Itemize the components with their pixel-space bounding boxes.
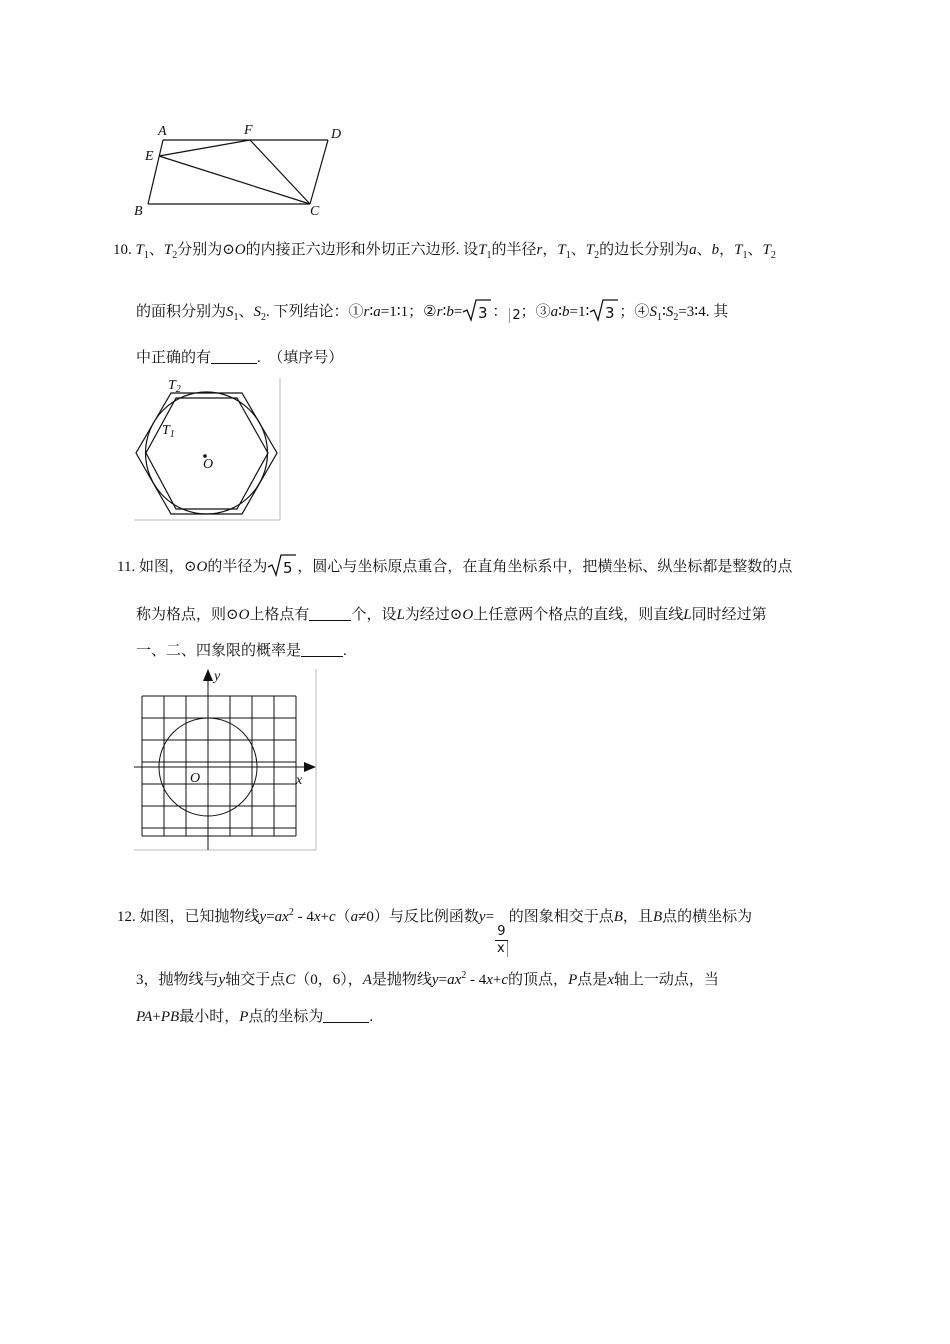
s1-sub: 1 xyxy=(233,312,239,323)
exponent: 2 xyxy=(288,907,294,918)
text: ∶ xyxy=(442,304,447,320)
y-symbol: y xyxy=(218,972,226,988)
text: 轴上一动点，当 xyxy=(613,972,719,988)
sqrt-radicand: 5 xyxy=(283,559,293,577)
t1-symbol: T xyxy=(734,242,743,258)
a-symbol: a xyxy=(373,304,381,320)
fraction-denominator: x xyxy=(495,941,508,957)
text: 中正确的有 xyxy=(136,350,212,366)
text: =3∶4. 其 xyxy=(678,304,729,320)
hexagon-figure xyxy=(134,374,282,522)
text: 点的坐标为 xyxy=(248,1009,324,1025)
text: （填序号） xyxy=(268,350,344,366)
text: ；③ xyxy=(520,304,551,320)
r-symbol: r xyxy=(363,304,370,320)
text: . xyxy=(369,1009,374,1025)
sqrt-3-expression xyxy=(589,298,619,327)
text: =1∶ xyxy=(569,304,590,320)
origin-label: O xyxy=(190,771,201,786)
sqrt-5-expression xyxy=(267,553,297,582)
text: . 下列结论：① xyxy=(266,304,364,320)
fraction-9-over-x xyxy=(495,924,508,957)
q12-line-2 xyxy=(136,968,719,989)
label-F: F xyxy=(244,123,253,138)
text: + xyxy=(152,1009,161,1025)
text: 的半径 xyxy=(491,242,537,258)
text: ，圆心与坐标原点重合，在直角坐标系中，把横坐标、纵坐标都是整数的点 xyxy=(297,559,793,575)
text: 上任意两个格点的直线，则直线 xyxy=(473,607,684,623)
text: （0，6）， xyxy=(295,972,363,988)
s2-sub: 2 xyxy=(261,312,267,323)
r-symbol: r xyxy=(536,242,543,258)
text: 、 xyxy=(747,242,763,258)
text: 最小时， xyxy=(179,1009,240,1025)
text: 如图，⊙ xyxy=(138,559,197,575)
label-A: A xyxy=(158,124,167,139)
t2-symbol: T xyxy=(585,242,595,258)
answer-blank[interactable] xyxy=(301,642,343,657)
s2-symbol: S xyxy=(253,304,262,320)
t1-sub: 1 xyxy=(742,250,748,261)
sqrt-radicand: 3 xyxy=(605,304,615,322)
q11-line-1 xyxy=(117,553,792,582)
text: 的内接正六边形和外切正六边形. 设 xyxy=(245,242,479,258)
c-symbol: c xyxy=(501,972,509,988)
ax-symbol: ax xyxy=(274,909,289,925)
parallelogram-figure xyxy=(130,118,355,218)
text: - 4 xyxy=(293,909,314,925)
b-point: B xyxy=(652,909,663,925)
c-symbol: c xyxy=(328,909,336,925)
y-symbol: y xyxy=(259,909,267,925)
x-axis-label: x xyxy=(296,773,303,788)
b-symbol: b xyxy=(711,242,720,258)
pb-symbol: PB xyxy=(160,1009,180,1025)
text: 、 xyxy=(570,242,586,258)
text: = xyxy=(266,909,275,925)
t2-label: T xyxy=(168,378,176,393)
text: 的面积分别为 xyxy=(136,304,227,320)
t1-label-sub: 1 xyxy=(169,429,175,440)
b-symbol: b xyxy=(562,304,570,320)
ax-symbol: ax xyxy=(447,972,462,988)
text: 3，抛物线与 xyxy=(136,972,219,988)
label-E: E xyxy=(145,149,154,164)
a-symbol: a xyxy=(550,304,559,320)
t2-symbol: T xyxy=(762,242,771,258)
t2-label-sub: 2 xyxy=(175,384,181,395)
text: ∶ xyxy=(558,304,563,320)
x-symbol: x xyxy=(486,972,493,988)
q10-line-3 xyxy=(136,346,343,367)
text: ∶ xyxy=(661,304,666,320)
t1-sub: 1 xyxy=(143,250,149,261)
text: =1∶1；② xyxy=(380,304,437,320)
text: 如图，已知抛物线 xyxy=(139,909,260,925)
text: = xyxy=(438,972,448,988)
label-D: D xyxy=(331,127,342,142)
text: 轴交于点 xyxy=(225,972,286,988)
p-point: P xyxy=(568,972,578,988)
text: ≠0）与反比例函数 xyxy=(358,909,479,925)
text: ， xyxy=(719,242,735,258)
s1-sub: 1 xyxy=(656,312,662,323)
o-symbol: O xyxy=(196,559,208,575)
text: ；④ xyxy=(619,304,650,320)
exponent: 2 xyxy=(461,970,467,981)
sqrt-radicand: 3 xyxy=(478,304,488,322)
text: 上格点有 xyxy=(249,607,310,623)
text: 分别为⊙ xyxy=(177,242,235,258)
b-point: B xyxy=(613,909,623,925)
q11-line-3 xyxy=(136,639,347,660)
text: = xyxy=(485,909,495,925)
o-label: O xyxy=(203,457,214,472)
q12-line-1 xyxy=(117,905,752,957)
text: . xyxy=(343,643,347,659)
q11-line-2 xyxy=(136,603,767,624)
answer-blank[interactable] xyxy=(323,1008,369,1023)
t2-sub: 2 xyxy=(594,250,600,261)
text: 点的横坐标为 xyxy=(662,909,753,925)
a-symbol: a xyxy=(350,909,359,925)
digit-two: 2 xyxy=(509,308,520,323)
label-B: B xyxy=(134,204,143,218)
sqrt-3-expression xyxy=(462,298,492,327)
text: ： xyxy=(492,304,508,320)
y-axis-label: y xyxy=(214,669,221,684)
text: = xyxy=(453,304,463,320)
s1-symbol: S xyxy=(226,304,234,320)
o-symbol: O xyxy=(234,242,246,258)
t1-symbol: T xyxy=(135,242,144,258)
t2-symbol: T xyxy=(163,242,173,258)
s1-symbol: S xyxy=(649,304,657,320)
o-symbol: O xyxy=(238,607,250,623)
t2-sub: 2 xyxy=(172,250,178,261)
text: - 4 xyxy=(466,972,487,988)
t2-sub: 2 xyxy=(770,250,776,261)
answer-blank[interactable] xyxy=(309,606,351,621)
l-symbol: L xyxy=(396,607,405,623)
a-symbol: a xyxy=(689,242,697,258)
q10-line-1 xyxy=(113,238,776,259)
t1-label: T xyxy=(162,423,170,438)
l-symbol: L xyxy=(683,607,692,623)
x-symbol: x xyxy=(313,909,321,925)
text: 点是 xyxy=(577,972,608,988)
q10-number: 10. xyxy=(113,242,132,258)
text: 称为格点，则⊙ xyxy=(136,607,239,623)
text: 个，设 xyxy=(351,607,397,623)
text: ，且 xyxy=(622,909,653,925)
x-symbol: x xyxy=(607,972,614,988)
text: . xyxy=(257,350,261,366)
text: + xyxy=(320,909,329,925)
s2-sub: 2 xyxy=(673,312,679,323)
b-symbol: b xyxy=(446,304,454,320)
q12-number: 12. xyxy=(117,909,136,925)
pa-symbol: PA xyxy=(136,1009,153,1025)
q10-line-2 xyxy=(136,298,728,327)
text: 、 xyxy=(238,304,254,320)
label-C: C xyxy=(310,204,320,218)
svg-text:T1 xyxy=(162,423,175,440)
o-symbol: O xyxy=(462,607,474,623)
text: ， xyxy=(542,242,558,258)
t1-symbol: T xyxy=(478,242,487,258)
a-point: A xyxy=(362,972,372,988)
text: ∶ xyxy=(369,304,374,320)
text: （ xyxy=(335,909,351,925)
svg-text:T2 xyxy=(168,378,181,395)
text: 为经过⊙ xyxy=(404,607,463,623)
t1-sub: 1 xyxy=(565,250,571,261)
answer-blank[interactable] xyxy=(211,349,257,364)
text: 的边长分别为 xyxy=(599,242,690,258)
text: 、 xyxy=(148,242,164,258)
c-point: C xyxy=(285,972,296,988)
q11-number: 11. xyxy=(117,559,136,575)
text: 的顶点， xyxy=(508,972,569,988)
fraction-numerator: 9 xyxy=(497,924,506,939)
text: 、 xyxy=(696,242,712,258)
text: + xyxy=(492,972,502,988)
t1-symbol: T xyxy=(557,242,566,258)
q12-line-3 xyxy=(136,1005,373,1026)
p-point: P xyxy=(239,1009,249,1025)
s2-symbol: S xyxy=(665,304,674,320)
grid-circle-figure xyxy=(134,667,320,853)
t1-sub: 1 xyxy=(486,250,492,261)
text: 的半径为 xyxy=(207,559,268,575)
y-symbol: y xyxy=(431,972,439,988)
text: 是抛物线 xyxy=(371,972,432,988)
r-symbol: r xyxy=(436,304,443,320)
y-symbol: y xyxy=(478,909,486,925)
text: 一、二、四象限的概率是 xyxy=(136,643,302,659)
text: 的图象相交于点 xyxy=(508,909,614,925)
text: 同时经过第 xyxy=(691,607,767,623)
